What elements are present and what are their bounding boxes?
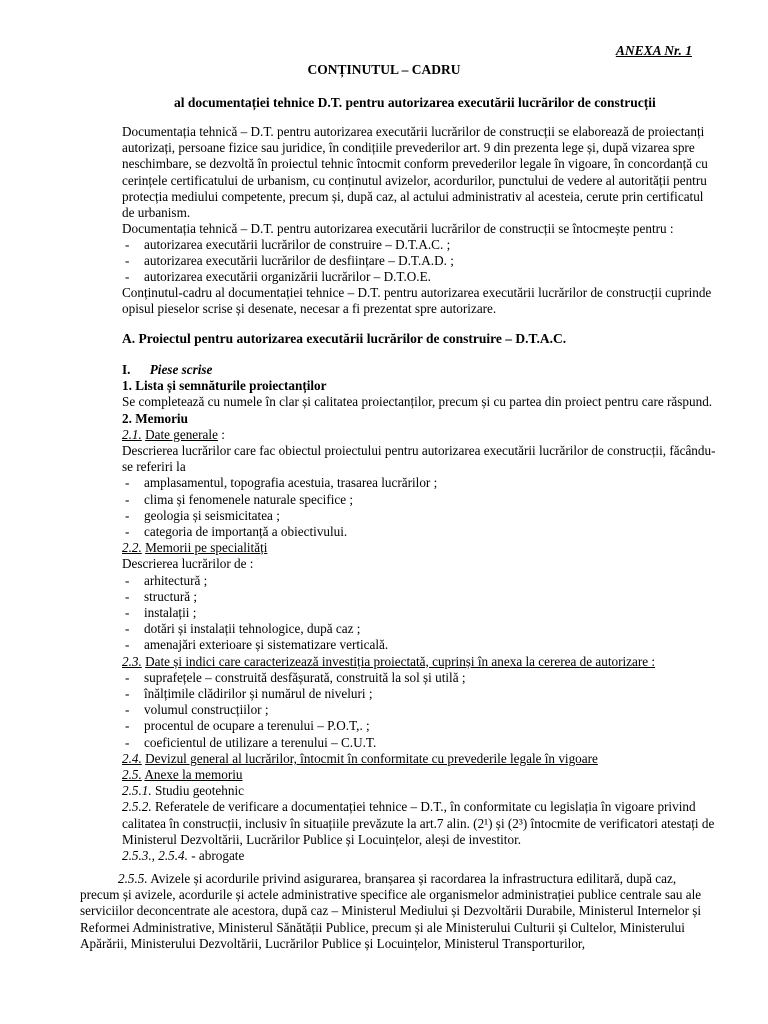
intro-paragraph-1: Documentația tehnică – D.T. pentru autorizarea executării lucrărilor de construcții se elaborează de proiectanți autorizați, persoane fizice sau juridice, în condițiile prevederilor art. 9 din prezenta lege și, după vizarea spre neschimbare, se dezvoltă în proiectul tehnic întocmit conform prevederilor legale în vigoare, în concordanță cu cerințele certificatului de urbanism, cu conținutul avizelor, acordurilor, punctului de vedere al autorității pentru protecția mediului competente, precum și, după caz, al actului administrativ al acesteia, cerute prin certificatul de urbanism. xyxy=(122,124,708,221)
list-item: - clima și fenomenele naturale specifice ; xyxy=(122,492,722,508)
list-item: - amenajări exterioare și sistematizare verticală. xyxy=(122,637,722,653)
list-item: - instalații ; xyxy=(122,605,722,621)
subsection-2-1: 2.1. Date generale : xyxy=(122,426,225,442)
subsection-2-5-1: 2.5.1. Studiu geotehnic xyxy=(122,783,244,799)
subsection-2-5-5: 2.5.5. Avizele și acordurile privind asigurarea, branșarea și racordarea la infrastructura edilitară, după caz, precum și avizele, acordurile și actele administrative specifice ale organismelor administrației publice centrale sau ale serviciilor deconcentrate ale acestora, după caz – Ministerul Mediului și Dezvoltării Durabile, Ministerul Internelor și Reformei Administrative, Ministerul Sănătății Publice, precum și ale Ministerului Culturii și Cultelor, Ministerului Apărării, Ministerului Dezvoltării, Lucrărilor Publice și Locuințelor, Ministerul Transporturilor, xyxy=(80,871,702,951)
intro-paragraph-3: Conținutul-cadru al documentației tehnice – D.T. pentru autorizarea executării lucrărilor de construcții cuprinde opisul pieselor scrise și desenate, necesar a fi prezentat spre autorizare. xyxy=(122,285,712,317)
subsection-2-5-2: 2.5.2. Referatele de verificare a documentației tehnice – D.T., în conformitate cu legislația în vigoare privind calitatea în construcții, inclusiv în situațiile prevăzute la art.7 alin. (2¹) și (2³) întocmite de verificatori atestați de Ministerul Dezvoltării, Lucrărilor Publice și Locuințelor, aleși de investitor. xyxy=(122,799,715,847)
heading-2: 2. Memoriu xyxy=(122,410,188,426)
list-item: - coeficientul de utilizare a terenului – C.U.T. xyxy=(122,735,722,751)
document-subtitle: al documentației tehnice D.T. pentru autorizarea executării lucrărilor de construcții xyxy=(174,95,656,110)
list-item: - autorizarea executării organizării lucrărilor – D.T.O.E. xyxy=(122,269,714,285)
heading-1: 1. Lista și semnăturile proiectanților xyxy=(122,378,327,394)
subsection-2-4: 2.4. Devizul general al lucrărilor, întocmit în conformitate cu prevederile legale în vigoare xyxy=(122,750,598,766)
list-item: - structură ; xyxy=(122,589,722,605)
document-title: CONȚINUTUL – CADRU xyxy=(307,62,461,77)
section-a-title: A. Proiectul pentru autorizarea executării lucrărilor de construire – D.T.A.C. xyxy=(122,331,567,346)
subsection-2-2-text: Descrierea lucrărilor de : xyxy=(122,556,254,572)
subsection-2-2: 2.2. Memorii pe specialități xyxy=(122,540,268,556)
list-item: - arhitectură ; xyxy=(122,573,722,589)
list-item: - categoria de importanță a obiectivului. xyxy=(122,524,722,540)
list-item: - autorizarea executării lucrărilor de construire – D.T.A.C. ; xyxy=(122,237,714,253)
part-1-heading: I. Piese scrise xyxy=(122,362,213,377)
annex-label: ANEXA Nr. 1 xyxy=(615,43,692,58)
list-item: - volumul construcțiilor ; xyxy=(122,702,722,718)
list-item: - suprafețele – construită desfășurată, construită la sol și utilă ; xyxy=(122,670,722,686)
subsection-2-5-3: 2.5.3., 2.5.4. - abrogate xyxy=(122,848,245,864)
list-item: - autorizarea executării lucrărilor de desființare – D.T.A.D. ; xyxy=(122,253,714,269)
list-item: - înălțimile clădirilor și numărul de niveluri ; xyxy=(122,686,722,702)
list-item: - geologia și seismicitatea ; xyxy=(122,508,722,524)
list-item: - procentul de ocupare a terenului – P.O.T,. ; xyxy=(122,718,722,734)
intro-paragraph-2: Documentația tehnică – D.T. pentru autorizarea executării lucrărilor de construcții se întocmește pentru : xyxy=(122,221,674,236)
subsection-2-3: 2.3. Date și indici care caracterizează investiția proiectată, cuprinși în anexa la cererea de autorizare : xyxy=(122,653,656,669)
heading-1-text: Se completează cu numele în clar și calitatea proiectanților, precum și cu partea din proiect pentru care răspund. xyxy=(122,394,713,410)
list-item: - dotări și instalații tehnologice, după caz ; xyxy=(122,621,722,637)
list-item: - amplasamentul, topografia acestuia, trasarea lucrărilor ; xyxy=(122,475,722,491)
section-a-body xyxy=(122,362,722,864)
subsection-2-1-text: Descrierea lucrărilor care fac obiectul proiectului pentru autorizarea executării lucrărilor de construcții, făcându-se referiri la xyxy=(122,443,716,475)
intro-list xyxy=(122,237,714,286)
subsection-2-5: 2.5. Anexe la memoriu xyxy=(122,767,243,783)
